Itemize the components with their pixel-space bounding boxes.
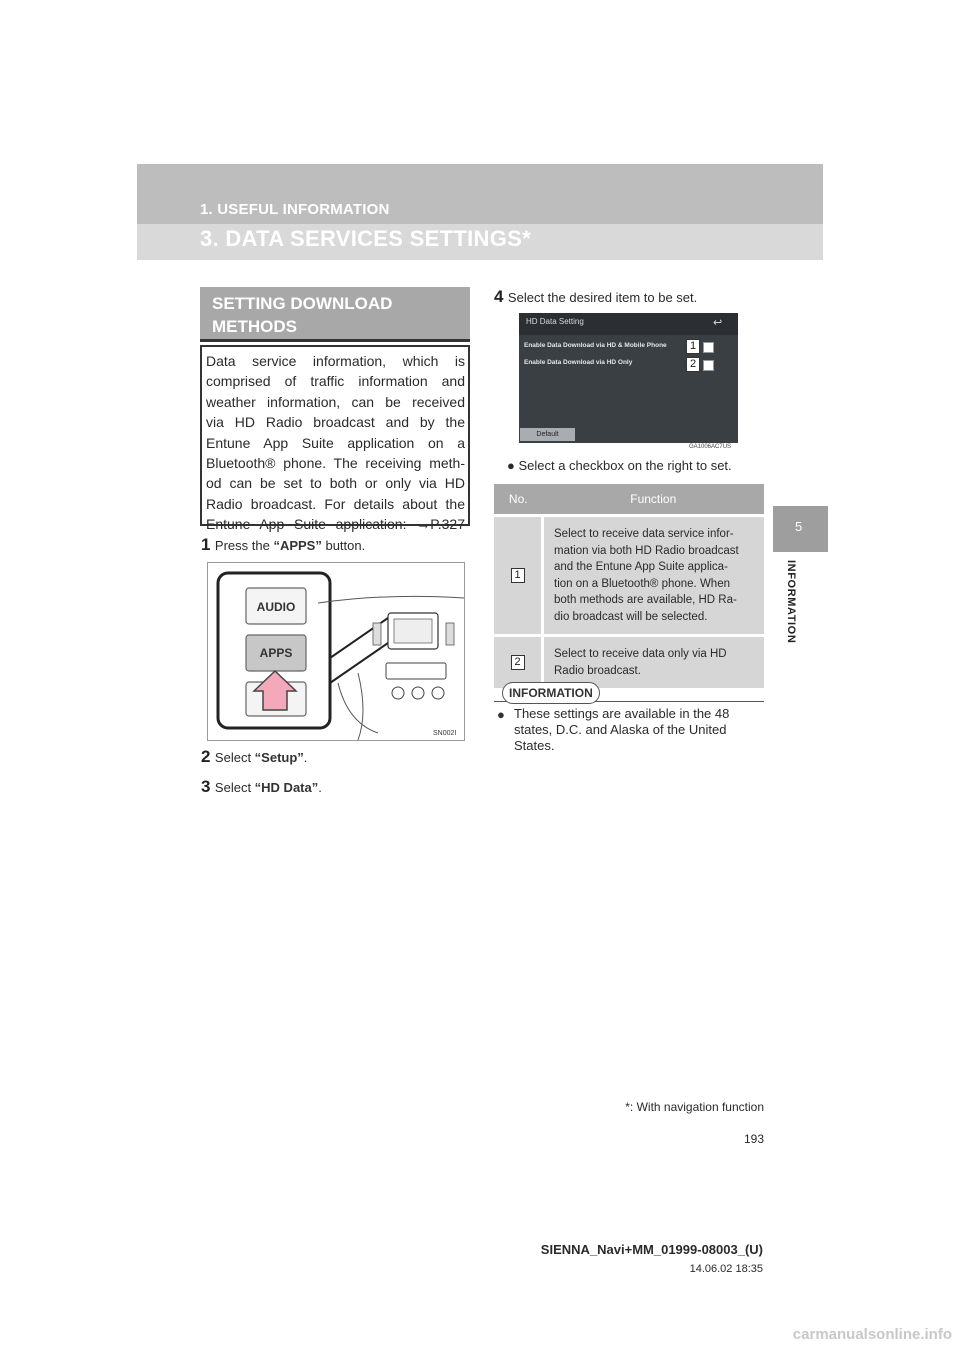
table-row bbox=[494, 636, 764, 689]
information-bullet-icon: ● bbox=[497, 707, 505, 722]
hd-data-row-1: Enable Data Download via HD & Mobile Phone bbox=[524, 342, 667, 349]
function-line: both methods are available, HD Ra- bbox=[554, 594, 737, 606]
step-text bbox=[215, 750, 308, 765]
function-line: tion on a Bluetooth® phone. When bbox=[554, 577, 730, 590]
bullet-instruction bbox=[507, 458, 732, 473]
chapter-title: 3. DATA SERVICES SETTINGS* bbox=[200, 226, 531, 251]
step-text-pre: Select bbox=[214, 750, 255, 765]
step-text-bold: “Setup” bbox=[254, 750, 304, 765]
step-text bbox=[215, 780, 322, 795]
table-header-row bbox=[494, 484, 764, 516]
box-line: via HD Radio broadcast and by the bbox=[206, 414, 465, 431]
back-icon: ↩ bbox=[713, 317, 723, 329]
figure-code: SN002I bbox=[433, 730, 457, 737]
box-line: od can be set to both or only via HD bbox=[206, 475, 465, 492]
row-number-badge: 2 bbox=[511, 655, 525, 670]
information-line: States. bbox=[514, 738, 555, 753]
box-line: Data service information, which is bbox=[206, 353, 465, 369]
information-badge: INFORMATION bbox=[502, 682, 600, 704]
default-button[interactable]: Default bbox=[520, 428, 575, 441]
step-2 bbox=[201, 747, 307, 767]
step-1 bbox=[201, 535, 365, 555]
section-label: 1. USEFUL INFORMATION bbox=[200, 201, 390, 218]
box-line: weather information, can be received bbox=[206, 393, 465, 410]
document-timestamp: 14.06.02 18:35 bbox=[689, 1263, 763, 1275]
step-number: 3 bbox=[201, 777, 211, 796]
step-text bbox=[215, 538, 365, 553]
function-line: dio broadcast will be selected. bbox=[554, 610, 708, 623]
box-line: Entune App Suite application on a bbox=[206, 434, 465, 451]
information-text bbox=[514, 706, 758, 754]
apps-button-label: APPS bbox=[259, 646, 293, 660]
function-line: mation via both HD Radio broadcast bbox=[554, 544, 739, 557]
step-number: 2 bbox=[201, 747, 211, 766]
information-line: states, D.C. and Alaska of the United bbox=[514, 722, 727, 737]
step-3 bbox=[201, 777, 322, 797]
bullet-text: Select a checkbox on the right to set. bbox=[518, 458, 732, 473]
box-line: Radio broadcast. For details about the bbox=[206, 495, 465, 512]
audio-button-label: AUDIO bbox=[256, 600, 296, 614]
row-function-cell bbox=[543, 516, 765, 636]
screen-figure-code: GA1006AC7US bbox=[689, 444, 732, 450]
callout-badge-1: 1 bbox=[686, 339, 700, 354]
chapter-tab-number: 5 bbox=[795, 519, 803, 534]
box-heading-line-1: SETTING DOWNLOAD bbox=[212, 294, 393, 313]
hd-data-screen-title: HD Data Setting bbox=[526, 317, 584, 326]
dashboard-illustration bbox=[208, 563, 464, 740]
page-number: 193 bbox=[743, 1132, 764, 1146]
box-line: comprised of traffic information and bbox=[206, 373, 465, 390]
box-heading-text bbox=[212, 292, 462, 338]
hd-data-row-2: Enable Data Download via HD Only bbox=[524, 359, 633, 366]
col-function-header: Function bbox=[543, 484, 765, 516]
watermark: carmanualsonline.info bbox=[792, 1326, 952, 1343]
document-id: SIENNA_Navi+MM_01999-08003_(U) bbox=[540, 1242, 763, 1257]
function-line: Radio broadcast. bbox=[554, 664, 641, 677]
bullet-icon: ● bbox=[507, 458, 519, 473]
chapter-side-label bbox=[780, 560, 800, 660]
step-text-pre: Press the bbox=[214, 538, 274, 553]
col-no-header: No. bbox=[494, 484, 543, 516]
step-text-pre: Select bbox=[214, 780, 255, 795]
footnote: *: With navigation function bbox=[625, 1100, 764, 1114]
function-line: Select to receive data only via HD bbox=[554, 648, 727, 660]
callout-badge-2: 2 bbox=[686, 357, 700, 372]
step-text-post: button. bbox=[321, 538, 366, 553]
step-text-bold: “APPS” bbox=[273, 538, 322, 553]
step-number: 4 bbox=[494, 287, 504, 306]
row-function-cell bbox=[543, 636, 765, 689]
function-line: and the Entune App Suite applica- bbox=[554, 561, 728, 573]
information-line: These settings are available in the 48 bbox=[514, 706, 730, 721]
row-number-badge: 1 bbox=[511, 568, 525, 583]
dashboard-figure bbox=[207, 562, 465, 741]
chapter-side-label-text: INFORMATION bbox=[785, 560, 797, 644]
row-number-cell bbox=[494, 636, 543, 689]
step-text-post: . bbox=[303, 750, 308, 765]
row-number-cell bbox=[494, 516, 543, 636]
box-line: Entune App Suite application: →P.327 bbox=[206, 516, 465, 533]
function-line: Select to receive data service infor- bbox=[554, 528, 734, 540]
hd-mobile-checkbox[interactable] bbox=[703, 342, 714, 353]
hd-only-checkbox[interactable] bbox=[703, 360, 714, 371]
step-text-post: . bbox=[318, 780, 322, 795]
table-row bbox=[494, 516, 764, 636]
step-number: 1 bbox=[201, 535, 211, 554]
box-heading-line-2: METHODS bbox=[212, 317, 297, 336]
function-table bbox=[494, 484, 764, 688]
step-4 bbox=[494, 287, 697, 307]
box-paragraph bbox=[206, 351, 465, 535]
step-text: Select the desired item to be set. bbox=[507, 290, 698, 305]
box-line: Bluetooth® phone. The receiving meth- bbox=[206, 454, 465, 471]
step-text-bold: “HD Data” bbox=[254, 780, 319, 795]
